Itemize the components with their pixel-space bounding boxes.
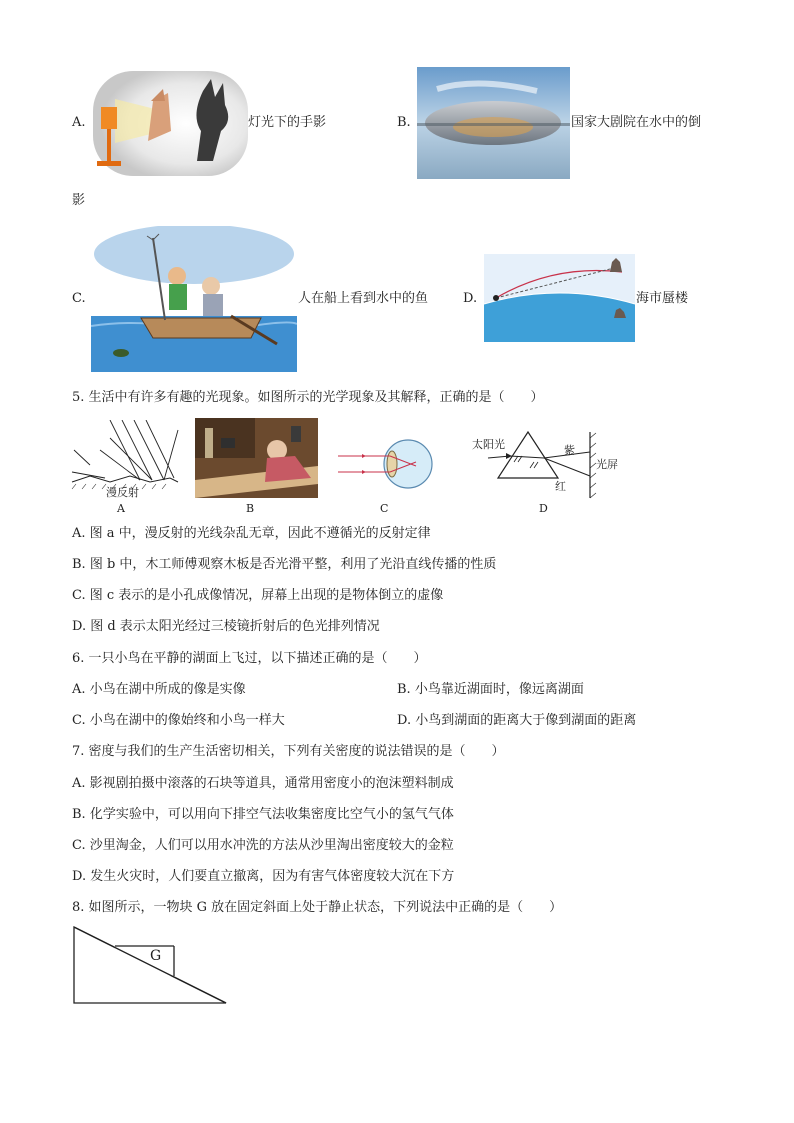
q5-option-b: B. 图 b 中，木工师傅观察木板是否光滑平整，利用了光沿直线传播的性质 [72,557,497,572]
option-c-letter: C. [72,291,86,306]
prism-violet-label: 紫 [564,444,575,457]
fig-caption-d: D [539,502,548,515]
mirage-image [484,254,635,342]
q8-stem: 8. 如图所示，一物块 G 放在固定斜面上处于静止状态，下列说法中正确的是（ ） [72,900,563,915]
option-a-letter: A. [72,115,86,130]
q7-option-d: D. 发生火灾时，人们要直立撤离，因为有害气体密度较大沉在下方 [72,869,455,884]
diffuse-reflection-label: 漫反射 [106,486,139,499]
option-b-text: 国家大剧院在水中的倒 [571,115,702,130]
option-c-text: 人在船上看到水中的鱼 [298,291,429,306]
fig-caption-c: C [380,502,389,515]
option-d-text: 海市蜃楼 [636,291,689,306]
diffuse-reflection-figure [70,420,180,500]
option-b-text-continued: 影 [72,193,86,208]
q6-option-a: A. 小鸟在湖中所成的像是实像 [72,682,246,697]
q5-stem: 5. 生活中有许多有趣的光现象。如图所示的光学现象及其解释，正确的是（ ） [72,390,544,405]
q7-option-b: B. 化学实验中，可以用向下排空气法收集密度比空气小的氢气气体 [72,807,454,822]
prism-sunlight-label: 太阳光 [472,438,505,451]
q5-option-d: D. 图 d 表示太阳光经过三棱镜折射后的色光排列情况 [72,619,380,634]
prism-red-label: 红 [555,480,566,493]
option-a-text: 灯光下的手影 [248,115,327,130]
eye-diagram [334,430,434,500]
prism-screen-label: 光屏 [596,458,618,471]
q6-option-d: D. 小鸟到湖面的距离大于像到湖面的距离 [397,713,637,728]
fig-caption-b: B [246,502,255,515]
prism-diagram [470,428,630,508]
fisherman-boat-image [91,226,297,372]
incline-block-diagram [70,924,232,1008]
option-b-letter: B. [397,115,411,130]
hand-shadow-image [93,71,248,176]
q6-option-b: B. 小鸟靠近湖面时，像远离湖面 [397,682,584,697]
q6-option-c: C. 小鸟在湖中的像始终和小鸟一样大 [72,713,285,728]
fig-caption-a: A [117,502,125,515]
q7-option-c: C. 沙里淘金，人们可以用水冲洗的方法从沙里淘出密度较大的金粒 [72,838,454,853]
q5-option-c: C. 图 c 表示的是小孔成像情况，屏幕上出现的是物体倒立的虚像 [72,588,444,603]
block-g-label: G [150,948,162,964]
q7-option-a: A. 影视剧拍摄中滚落的石块等道具，通常用密度小的泡沫塑料制成 [72,776,454,791]
q7-stem: 7. 密度与我们的生产生活密切相关，下列有关密度的说法错误的是（ ） [72,744,505,759]
carpenter-photo [195,418,318,498]
q5-option-a: A. 图 a 中，漫反射的光线杂乱无章，因此不遵循光的反射定律 [72,526,431,541]
option-d-letter: D. [463,291,478,306]
grand-theatre-reflection-image [417,67,570,179]
q6-stem: 6. 一只小鸟在平静的湖面上飞过，以下描述正确的是（ ） [72,651,427,666]
